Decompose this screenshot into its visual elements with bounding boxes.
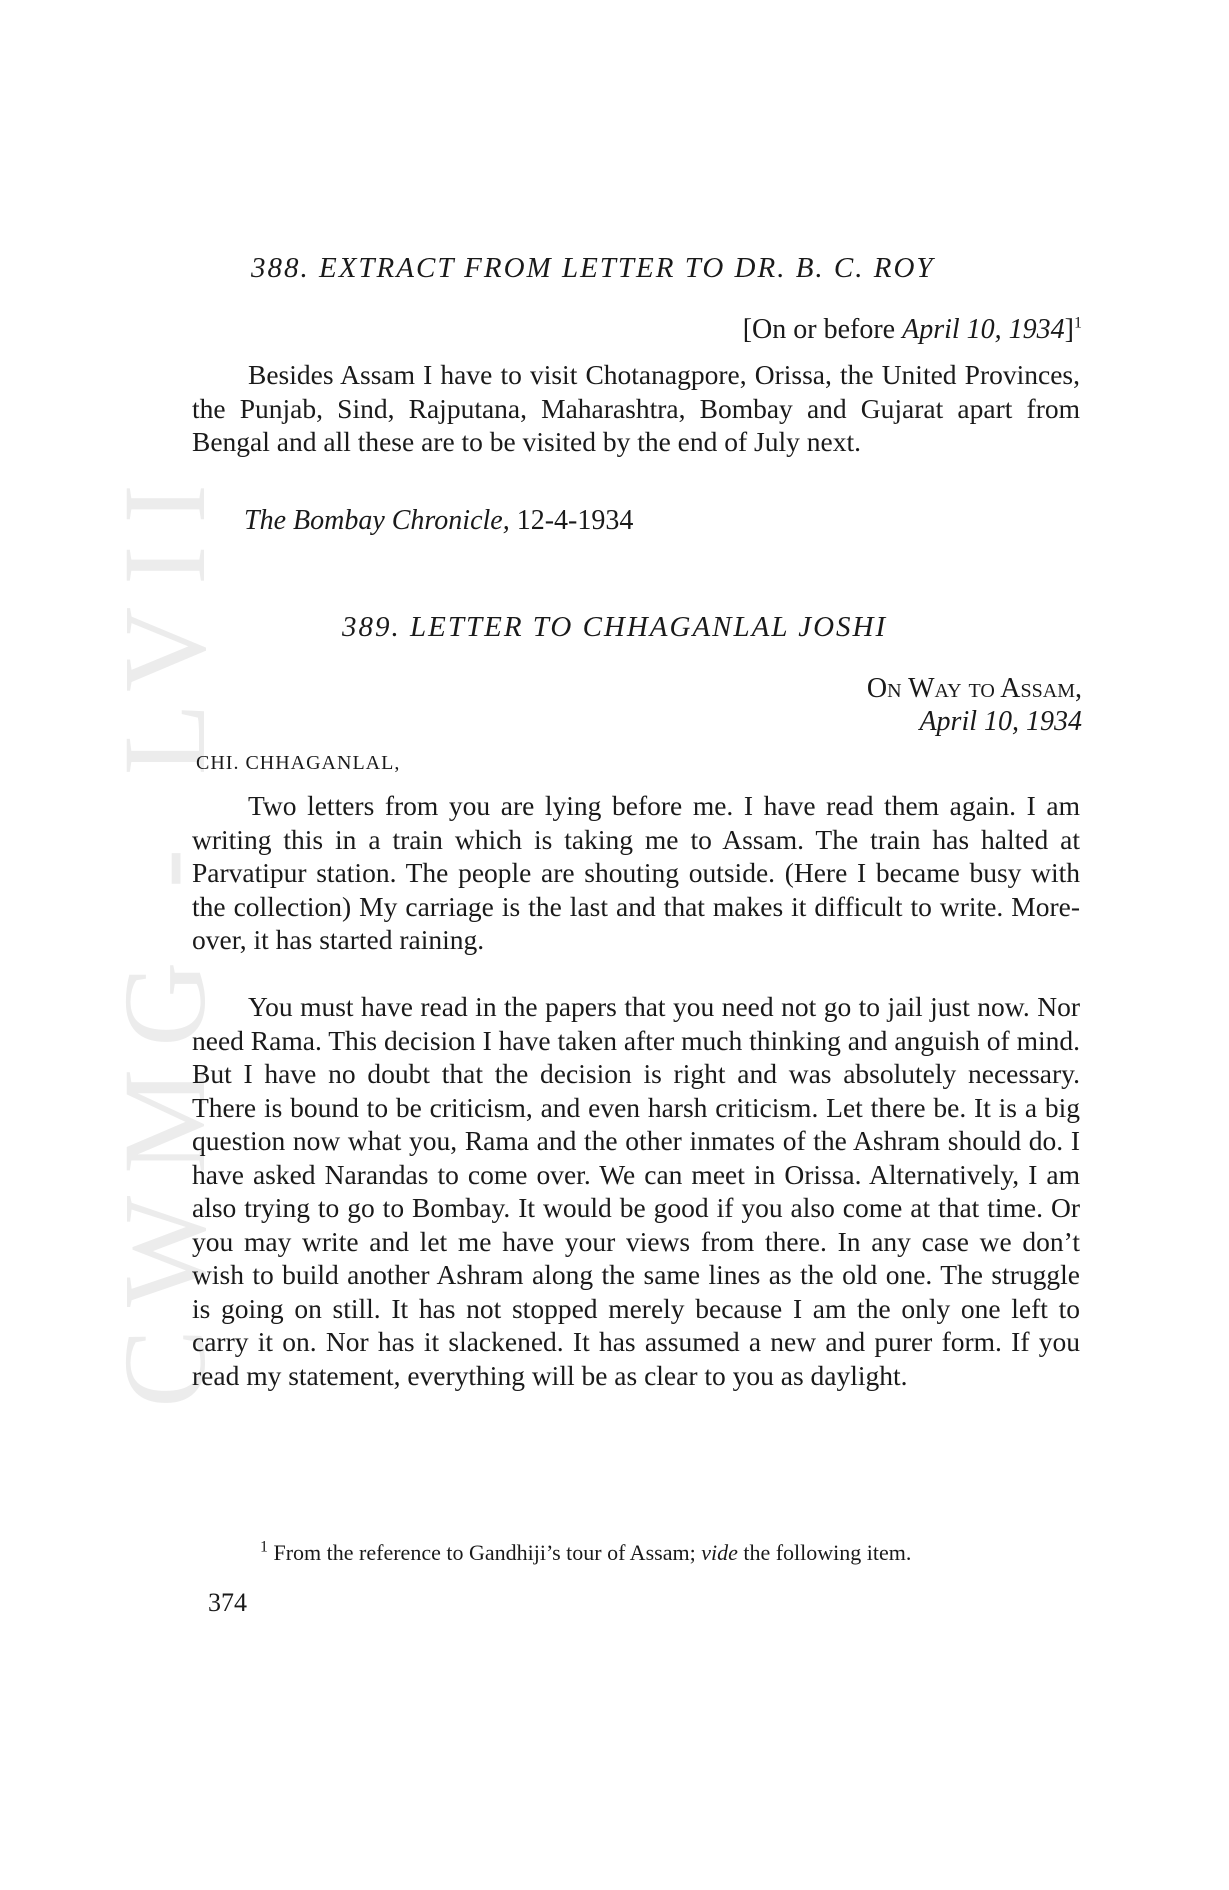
item-388-title: 388. EXTRACT FROM LETTER TO DR. B. C. ROY [251,252,935,284]
footnote [260,1540,911,1566]
footnote-ref: 1 [1074,314,1082,332]
item-388-source [244,505,633,537]
salutation: CHI. CHHAGANLAL, [196,752,401,774]
item-389-title: 389. LETTER TO CHHAGANLAL JOSHI [342,611,888,643]
item-389-paragraph-1: Two letters from you are lying before me. I have read them again. I am writing this in a train which is taking me to Assam. The train has halted at Parvatipur station. The people are shouting outside. (Here I became busy with the collection) My carriage is the last and that makes it difficult to write. More-over, it has started raining. [192,790,1080,955]
item-388-date: April 10, 1934 [902,314,1065,345]
item-388-dateline [743,314,1082,346]
footnote-marker: 1 [260,1538,268,1556]
item-388-date-suffix: ] [1064,314,1074,345]
item-389-paragraph-2: You must have read in the papers that you need not go to jail just now. Nor need Rama. This decision I have taken after much thinking and anguish of mind. But I have no doubt that the decision is right and was absolutely necessary. There is bound to be criticism, and even harsh criticism. Let there be. It is a big question now what you, Rama and the other inmates of the Ashram should do. I have asked Narandas to come over. We can meet in Orissa. Alternatively, I am also trying to go to Bombay. It would be good if you also come at that time. Or you may write and let me have your views from there. In any case we don’t wish to build another Ashram along the same lines as the old one. The struggle is going on still. It has not stopped merely because I am the only one left to carry it on. Nor has it slackened. It has assumed a new and purer form. If you read my statement, everything will be as clear to you as daylight. [192,991,1080,1391]
page-number: 374 [208,1588,247,1617]
watermark-text: CWMG - LVII [99,462,231,1408]
footnote-text-after: the following item. [737,1540,912,1565]
source-date: 12-4-1934 [509,505,634,536]
item-389-place: On Way to Assam, [866,673,1082,704]
source-publication: The Bombay Chronicle, [244,505,510,536]
item-388-body: Besides Assam I have to visit Chotanagpore, Orissa, the United Provinces, the Punjab, Sind, Rajputana, Maharashtra, Bombay and Gujarat apart from Bengal and all these are to be visited by the end of July next. [192,359,1080,457]
footnote-text-italic: vide [701,1540,738,1565]
item-389-date: April 10, 1934 [919,706,1082,737]
item-388-date-prefix: [On or before [742,314,903,345]
footnote-text-before: From the reference to Gandhiji’s tour of Assam; [268,1540,702,1565]
